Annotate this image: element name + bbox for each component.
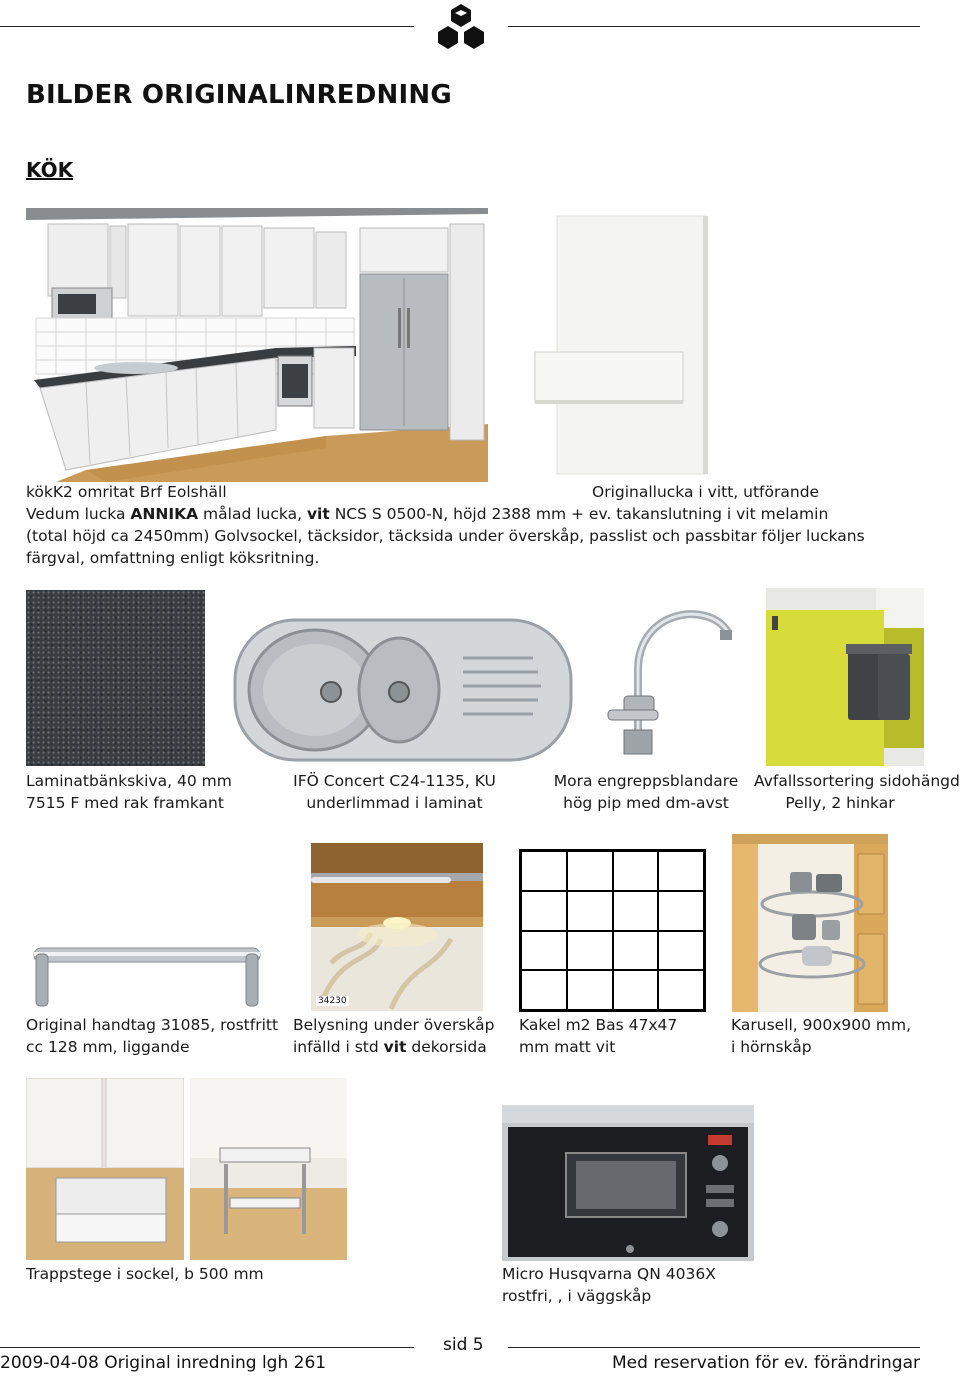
step-stool-open-image xyxy=(190,1078,347,1260)
footer-rule-left xyxy=(0,1347,414,1348)
door-sample-image xyxy=(527,212,712,480)
microwave-image xyxy=(502,1105,754,1261)
lighting-image xyxy=(311,843,483,1011)
laminate-sample-image xyxy=(26,590,205,766)
door-caption: Originallucka i vitt, utförande xyxy=(592,483,820,501)
kitchen-caption: kökK2 omritat Brf Eolshäll xyxy=(26,483,227,501)
footer-left: 2009-04-08 Original inredning lgh 261 xyxy=(0,1353,327,1373)
lighting-caption-1: Belysning under överskåp xyxy=(293,1016,495,1034)
footer-rule-right xyxy=(508,1347,920,1348)
handle-caption-2: cc 128 mm, liggande xyxy=(26,1038,190,1056)
step-stool-closed-image xyxy=(26,1078,184,1260)
description-line-2: (total höjd ca 2450mm) Golvsockel, täcksidor, täcksida under överskåp, passlist och passbitar följer luckans xyxy=(26,527,865,545)
carousel-caption-1: Karusell, 900x900 mm, xyxy=(731,1016,912,1034)
laminate-caption-1: Laminatbänkskiva, 40 mm xyxy=(26,772,232,790)
tiles-caption-2: mm matt vit xyxy=(519,1038,616,1056)
footer-right: Med reservation för ev. förändringar xyxy=(612,1353,920,1373)
page-title: BILDER ORIGINALINREDNING xyxy=(26,80,452,110)
waste-caption-2: Pelly, 2 hinkar xyxy=(785,794,895,812)
sink-caption-1: IFÖ Concert C24-1135, KU xyxy=(293,772,496,790)
faucet-caption-1: Mora engreppsblandare xyxy=(553,772,739,790)
micro-caption-1: Micro Husqvarna QN 4036X xyxy=(502,1265,716,1283)
description-line-3: färgval, omfattning enligt köksritning. xyxy=(26,549,320,567)
kitchen-description xyxy=(26,503,936,569)
tiles-caption-1: Kakel m2 Bas 47x47 xyxy=(519,1016,678,1034)
header-rule-right xyxy=(508,26,920,27)
waste-caption-1: Avfallssortering sidohängd xyxy=(754,772,960,790)
step-caption: Trappstege i sockel, b 500 mm xyxy=(26,1265,264,1283)
header-rule-left xyxy=(0,26,414,27)
faucet-image xyxy=(598,600,738,766)
three-cube-logo-icon xyxy=(434,2,488,56)
micro-caption-2: rostfri, , i väggskåp xyxy=(502,1287,652,1305)
sink-image xyxy=(233,618,573,762)
handle-caption-1: Original handtag 31085, rostfritt xyxy=(26,1016,279,1034)
laminate-caption-2: 7515 F med rak framkant xyxy=(26,794,224,812)
lighting-caption-2: infälld i std vit dekorsida xyxy=(293,1038,487,1056)
section-heading: KÖK xyxy=(26,158,74,182)
waste-sorting-image xyxy=(766,588,924,766)
page-number: sid 5 xyxy=(443,1335,484,1355)
carousel-image xyxy=(732,834,888,1012)
tile-sample-image xyxy=(519,849,706,1012)
faucet-caption-2: hög pip med dm-avst xyxy=(563,794,729,812)
description-line-1: Vedum lucka ANNIKA målad lucka, vit NCS S 0500-N, höjd 2388 mm + ev. takanslutning i vit melamin xyxy=(26,505,829,523)
kitchen-rendering-image xyxy=(26,208,488,482)
handle-image xyxy=(30,940,264,1010)
sink-caption-2: underlimmad i laminat xyxy=(306,794,483,812)
carousel-caption-2: i hörnskåp xyxy=(731,1038,812,1056)
lighting-tag: 34230 xyxy=(318,996,347,1006)
